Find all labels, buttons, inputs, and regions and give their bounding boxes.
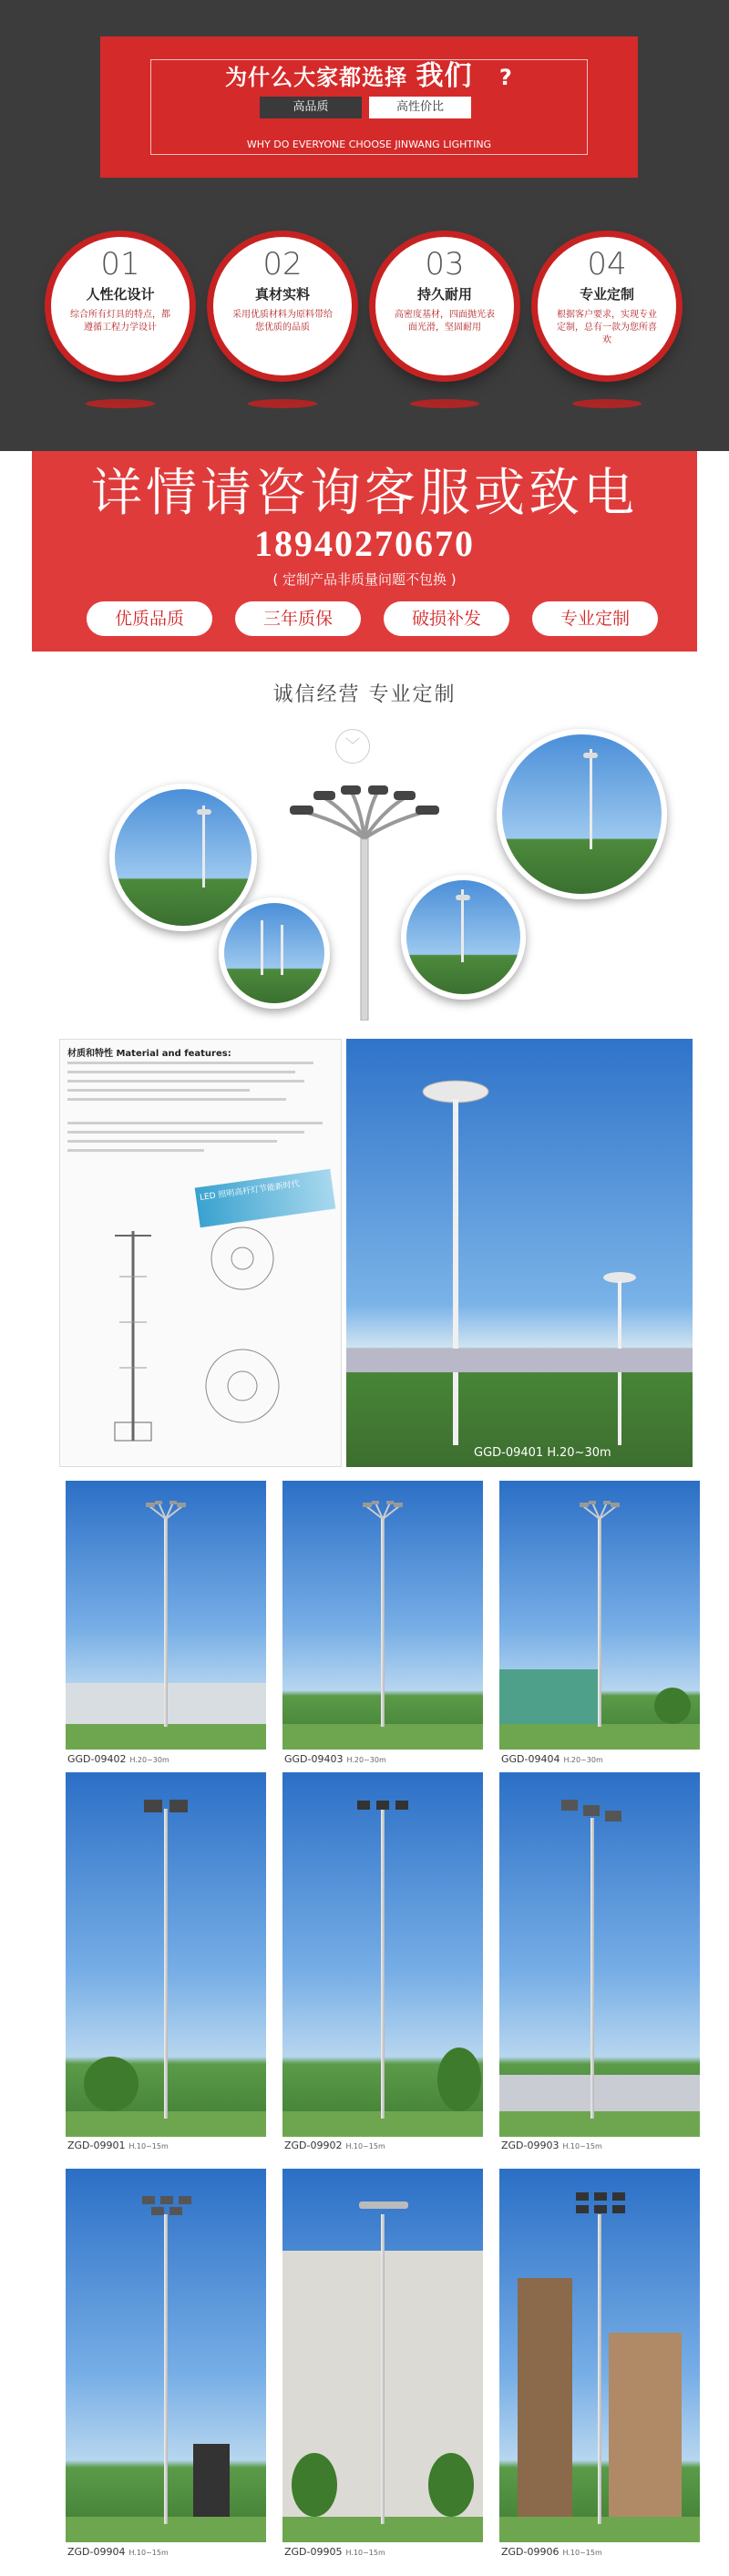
ground (499, 2111, 700, 2137)
tree (84, 2057, 139, 2111)
chevron-down-icon: ﹀ (335, 729, 370, 764)
product-height: H.10~15m (345, 2549, 385, 2557)
feature-circle-1 (51, 237, 190, 375)
floodlight-icon (142, 2196, 191, 2216)
product-height: H.10~15m (345, 2142, 385, 2150)
feature-title: 人性化设计 (86, 286, 155, 303)
spec-text-line (67, 1149, 204, 1152)
feature-desc: 高密度基材，四面抛光表面光滑，坚固耐用 (395, 310, 495, 333)
feature-number: 02 (262, 246, 303, 282)
pole-icon (590, 1818, 594, 2119)
sculpture (193, 2444, 230, 2517)
lamp-crown-icon (363, 1501, 403, 1521)
floodlight-icon (561, 1800, 625, 1827)
product-photo[interactable] (282, 2169, 483, 2542)
ground (66, 1724, 266, 1750)
lamp-head-icon (197, 809, 211, 815)
product-photo[interactable] (282, 1481, 483, 1750)
tree (654, 1688, 691, 1724)
feature-desc: 综合所有灯具的特点，都遵循工程力学设计 (70, 310, 170, 333)
pill-replacement: 破损补发 (384, 601, 509, 636)
product-photo[interactable] (499, 2169, 700, 2542)
product-caption (67, 2546, 169, 2558)
feature-title: 真材实料 (254, 286, 310, 303)
banner-subtitle: WHY DO EVERYONE CHOOSE JINWANG LIGHTING (246, 139, 492, 150)
pole-icon (598, 1517, 601, 1727)
product-photo[interactable] (66, 2169, 266, 2542)
spec-text-line (67, 1122, 323, 1124)
custom-note: ( 定制产品非质量问题不包换 ) (272, 571, 457, 588)
banner-title-question: ? (498, 65, 513, 90)
product-caption (67, 1753, 169, 1765)
feature-title: 专业定制 (579, 286, 634, 303)
lamp-crown-icon (580, 1501, 620, 1521)
feature-number: 04 (587, 246, 627, 282)
building (499, 1669, 600, 1724)
pole-icon (461, 889, 464, 962)
tab-high-value: 高性价比 (369, 97, 471, 118)
product-code: ZGD-09905 (284, 2546, 343, 2558)
spec-text-line (67, 1071, 295, 1073)
pill-quality: 优质品质 (87, 601, 212, 636)
feature-circle-3 (375, 237, 514, 375)
tab-high-quality: 高品质 (260, 97, 362, 118)
product-caption (284, 2140, 385, 2151)
spec-text-line (67, 1080, 304, 1083)
pole-icon (381, 1517, 385, 1727)
pole-icon (381, 2214, 385, 2524)
feature-shadow (410, 399, 479, 408)
spec-text-line (67, 1062, 313, 1064)
product-code: ZGD-09903 (501, 2140, 560, 2151)
pole-icon (261, 920, 263, 975)
lamp-head-icon (583, 753, 598, 758)
phone-number[interactable]: 18940270670 (254, 523, 475, 564)
product-caption (501, 1753, 603, 1765)
feature-desc: 采用优质材料为原料带给您优质的品质 (232, 310, 333, 333)
tree (428, 2453, 474, 2517)
feature-circle-4 (538, 237, 676, 375)
feature-number: 03 (425, 246, 465, 282)
floodlight-icon (144, 1798, 190, 1816)
spec-text-line (67, 1140, 277, 1143)
product-code: ZGD-09904 (67, 2546, 126, 2558)
product-height: H.10~15m (562, 2142, 602, 2150)
product-photo[interactable] (66, 1772, 266, 2137)
spec-sheet (59, 1039, 342, 1467)
spec-text-line (67, 1089, 250, 1092)
pole-icon (164, 1809, 168, 2119)
feature-desc: 根据客户要求，实现专业定制，总有一款为您所喜欢 (557, 310, 657, 345)
pole-icon (381, 1809, 385, 2119)
feature-shadow (248, 399, 317, 408)
product-code: GGD-09404 (501, 1753, 560, 1765)
product-photo[interactable] (66, 1481, 266, 1750)
lamp-crown-icon (359, 2200, 408, 2214)
contact-title: 详情请咨询客服或致电 (91, 464, 638, 523)
product-code: GGD-09402 (67, 1753, 127, 1765)
tree (292, 2453, 337, 2517)
product-height: H.10~15m (562, 2549, 602, 2557)
castle-tower (518, 2278, 572, 2517)
photo-bubble-3 (497, 729, 667, 899)
feature-shadow (86, 399, 155, 408)
banner-title-part2: 我们 (416, 60, 473, 92)
high-mast-illustration (346, 1039, 693, 1467)
feature-circle-2 (213, 237, 352, 375)
ground (499, 1724, 700, 1750)
lamp-crown-icon (146, 1501, 186, 1521)
spec-text-line (67, 1131, 304, 1134)
pole-icon (202, 806, 205, 888)
pill-customization: 专业定制 (532, 601, 658, 636)
tree (437, 2047, 481, 2111)
feature-shadow (572, 399, 642, 408)
product-height: H.20~30m (346, 1756, 386, 1764)
pole-icon (164, 2214, 168, 2524)
pole-icon (598, 2214, 601, 2524)
product-photo[interactable] (499, 1772, 700, 2137)
banner-tabs (260, 97, 478, 118)
product-code: ZGD-09906 (501, 2546, 560, 2558)
product-code: ZGD-09901 (67, 2140, 126, 2151)
feature-title: 持久耐用 (416, 286, 472, 303)
product-height: H.20~30m (563, 1756, 603, 1764)
why-choose-banner (100, 36, 638, 178)
pole-icon (164, 1517, 168, 1727)
product-caption (284, 1753, 386, 1765)
castle-building (609, 2333, 682, 2517)
lamp-head-icon (456, 895, 470, 900)
product-caption (284, 2546, 385, 2558)
feature-number: 01 (100, 246, 140, 282)
banner-title-part1: 为什么大家都选择 (225, 65, 408, 90)
product-height: H.10~15m (128, 2142, 169, 2150)
ground (282, 1724, 483, 1750)
led-label: LED 照明高杆灯节能新时代 (195, 1169, 336, 1227)
product-photo[interactable] (282, 1772, 483, 2137)
product-caption (501, 2140, 602, 2151)
photo-bubble-1 (109, 784, 257, 931)
spec-title: 材质和特性 Material and features: (67, 1049, 231, 1059)
pill-warranty: 三年质保 (235, 601, 361, 636)
product-caption (67, 2140, 169, 2151)
contact-section (32, 451, 697, 652)
product-caption (501, 2546, 602, 2558)
high-mast-drawing (273, 784, 456, 1021)
product-code: GGD-09403 (284, 1753, 344, 1765)
integrity-heading: 诚信经营 专业定制 (272, 683, 457, 706)
product-height: H.10~15m (128, 2549, 169, 2557)
product-code: ZGD-09902 (284, 2140, 343, 2151)
banner-title (100, 53, 638, 93)
spec-text-line (67, 1098, 286, 1101)
pole-icon (590, 749, 592, 849)
photo-caption: GGD-09401 H.20~30m (474, 1446, 611, 1460)
product-photo[interactable] (499, 1481, 700, 1750)
floodlight-icon (576, 2192, 625, 2220)
high-mast-photo (346, 1039, 693, 1467)
floodlight-icon (357, 1798, 408, 1811)
mast-schematic (78, 1222, 324, 1459)
parked-cars (499, 2075, 700, 2111)
product-height: H.20~30m (129, 1756, 169, 1764)
